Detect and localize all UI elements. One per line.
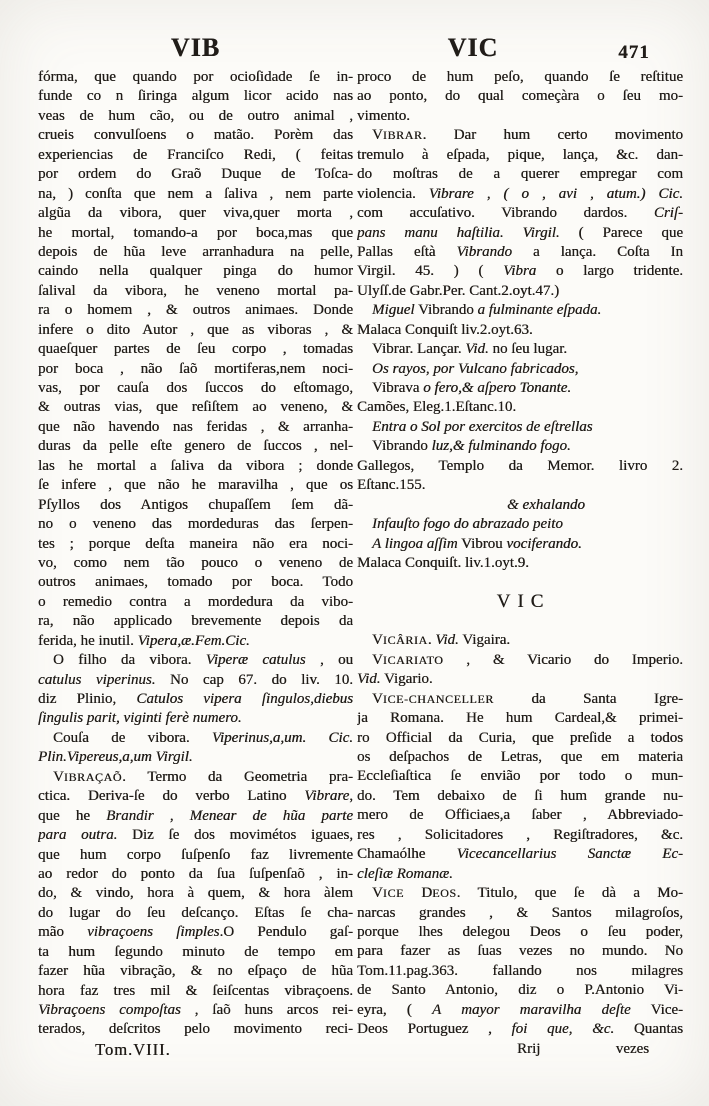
text-line: Ulyſſ.de Gabr.Per. Cant.2.oyt.47.) [357,282,560,299]
running-head-right: VIC [447,33,499,62]
text-line: ja Romana. He hum Cardeal,& primei- [357,710,683,727]
text-line: VIBRAR. Dar hum certo movimento [372,127,683,144]
text-line [357,865,683,884]
text-line [38,748,353,767]
italic-text: cleſiæ Romanæ. [357,865,453,882]
small-caps-text: ICÂRIA [382,633,428,648]
text-line: do. Tem debaixo de ſi hum grande nu- [357,787,683,804]
text-line: Malaca Conquiſt liv.2.oyt.63. [357,321,533,338]
text-line: crueis convulſoens o matão. Porèm das [38,127,353,144]
text-line: fazer hũa vibração, & no eſpaço de hũa [38,963,353,980]
italic-text: Plin.Vipereus,a,um Virgil. [38,749,193,766]
italic-text: Os rayos, por Vulcano fabricados, [372,360,579,377]
text-line [357,418,683,437]
text-line: Chamaólhe Vicecancellarius Sanctæ Ec- [357,846,683,863]
text-line: do, & vindo, hora à quem, & hora àlem [38,885,353,902]
italic-text: Vibrando [456,243,513,260]
text-line: quaeſquer partes de ſeu corpo , tomadas [38,341,353,358]
text-line: para outra. Diz ſe dos movimétos iguaes, [38,827,353,844]
italic-text: Vipera,æ.Fem.Cic. [137,632,250,649]
text-line: ra, não applicado brevemente depois da [38,613,353,630]
text-line: ro Official da Curia, que preſide a todos [357,729,683,746]
text-line: las he mortal a ſaliva da vibora ; donde [38,457,353,474]
italic-text: Vid. [465,341,489,358]
text-line: ao ponto, do qual começàra o ſeu mo- [357,88,683,105]
text-line: Deos Portuguez , foi que, &c. Quantas [357,1021,683,1038]
text-line: diz Plinio, Catulos vipera ſingulos,diebus [38,691,353,707]
text-line: porque lhes delegou Deos o ſeu poder, [357,923,683,940]
text-line: violencia. Vibrare , ( o , avi , atum.) Cic. [357,185,683,202]
small-caps-text: IBRAR [382,128,423,143]
text-line: proco de hum peſo, quando ſe reſtitue [357,69,683,85]
text-line: mero de Officiaes,a ſaber , Abbreviado- [357,807,683,824]
italic-text: A lingoa aſſim [372,535,458,552]
italic-text: Viperinus,a,um. Cic. [211,729,353,746]
text-line: VICÂRIA. Vid. Vigaira. [372,632,511,649]
italic-text: Entra o Sol por exercitos de eſtrellas [372,418,593,435]
small-caps-text: ICE-CHANCELLER [382,691,494,706]
text-line: os deſpachos de Letras, que em materia [357,749,683,765]
text-line: para fazer as ſuas vezes no mundo. No [357,943,683,960]
text-line: Tom.11.pag.363. fallando nos milagres [357,962,683,979]
text-line: com accuſativo. Vibrando dardos. Criſ- [357,205,683,222]
text-line: do moſtras de a querer empregar com [357,166,683,183]
page-number: 471 [618,42,650,63]
text-line: infere o dito Autor , que as viboras , & [38,321,353,338]
text-line: que hum corpo ſuſpenſo faz livremente [38,846,353,863]
text-line: res , Solicitadores , Regiſtradores, &c. [357,826,683,843]
italic-text: vibraçoens ſimples [87,924,220,941]
text-line: VICARIATO , & Vicario do Imperio. [372,651,683,668]
text-line [357,515,683,534]
small-caps-text: ICE [382,886,404,901]
text-line: VICE DEOS. Titulo, que ſe dà a Mo- [372,885,683,902]
small-caps-text: EOS [432,886,457,901]
italic-text: Infauſto fogo do abrazado peito [372,516,563,533]
italic-text: A mayor maravilha deſte [431,1001,631,1018]
text-line: Vibrava o fero,& aſpero Tonante. [372,380,572,396]
text-line: vas, por cauſa dos ſuccos do eſtomago, [38,380,353,396]
text-line: do lugar do ſeu deſcanço. Eſtas ſe cha- [38,904,353,921]
text-line [357,496,683,515]
text-line: narcas grandes , & Santos milagroſos, [357,904,683,921]
italic-text: pans manu haſtilia. Virgil. [357,224,560,241]
italic-text: Criſ- [653,205,683,222]
text-line: Virgil. 45. ) ( Vibra o largo tridente. [357,263,683,280]
text-line: que he Brandir , Menear de hũa parte [38,807,353,824]
text-line: O filho da vibora. Viperæ catulus , ou [53,652,353,669]
text-line: Malaca Conquiſt. liv.1.oyt.9. [357,554,529,571]
italic-text: vociferando. [506,535,582,552]
text-line: Couſa de vibora. Viperinus,a,um. Cic. [53,729,353,746]
italic-text: Vibrare [304,788,350,805]
italic-text: Vibrare , ( o , avi , atum.) Cic. [428,185,683,202]
text-line: experiencias de Franciſco Redi, ( feitas [38,146,353,163]
text-line: ao redor do ponto da ſua ſuſpenſaõ , in- [38,865,353,882]
text-line: funde co n ſiringa algum licor acido nas [38,88,353,105]
text-line: VICE-CHANCELLER da Santa Igre- [372,690,683,707]
text-line [38,709,353,728]
text-line: Vibrando luz,& fulminando fogo. [372,438,571,455]
text-line: de Santo Antonio, diz o P.Antonio Vi- [357,982,683,999]
text-line: vimento. [357,107,410,124]
text-line: Eccleſiaſtica ſe envião por todo o mun- [357,768,683,785]
italic-text: a fulminante eſpada. [477,302,602,319]
text-line: fórma, que quando por ocioſidade ſe in- [38,69,353,85]
text-line: he mortal, tomando-a por boca,mas que [38,224,353,241]
text-line: que não havendo nas feridas , & arranha- [38,418,353,435]
text-line [357,360,683,379]
italic-text: Viperæ catulus [205,652,306,669]
text-line: o remedio contra a mordedura da vibo- [38,593,353,610]
italic-text: Vid. [435,632,459,649]
running-head-left: VIB [170,33,221,62]
italic-text: Miguel [372,302,415,319]
text-line: algũa da vibora, quer viva,quer morta , [38,205,353,222]
text-line: & outras vias, que reſiſtem ao veneno, & [38,399,353,416]
text-line: Eſtanc.155. [357,477,426,494]
text-line: A lingoa aſſim Vibrou vociferando. [372,535,582,552]
text-line: hora faz tres mil & ſeiſcentas vibraçoens. [38,982,353,999]
signature-catchword-line [357,1040,683,1059]
gathering-signature: Rrij [517,1040,541,1057]
text-line: tremulo à eſpada, pique, lança, &c. dan- [357,146,683,163]
text-line: duras da pelle eſte genero de ſuccos , nel- [38,438,353,455]
text-line: Vid. Vigario. [357,671,433,688]
text-line: eyra, ( A mayor maravilha deſte Vice- [357,1001,683,1018]
italic-text: foi que, &c. [511,1021,615,1038]
text-line: Camões, Eleg.1.Eſtanc.10. [357,399,517,416]
text-line: ſe infere , que não he maravilha , que os [38,477,353,494]
section-heading: VIC [496,591,551,613]
right-text-column [357,68,683,1059]
text-line: Vibraçoens compoſtas , ſaõ huns arcos rei- [38,1002,353,1018]
text-line: tes ; porque deſta maneira não era noci- [38,535,353,552]
italic-text: Vibraçoens compoſtas [38,1002,181,1018]
text-line: outros animaes, tomado por boca. Todo [38,574,353,591]
text-line: por ordem do Graõ Duque de Toſca- [38,166,353,183]
italic-text: Catulos vipera ſingulos,diebus [136,691,353,707]
text-line: ctica. Deriva-ſe do verbo Latino Vibrare, [38,788,353,805]
text-line: veas de hum cão, ou de outro animal , [38,107,353,124]
text-line: no o veneno das mordeduras das ſerpen- [38,516,353,533]
text-line: ta hum ſegundo minuto de tempo em [38,943,353,960]
text-line: ſalival da vibora, he veneno mortal pa- [38,282,353,299]
text-line: ra o homem , & outros animaes. Donde [38,302,353,319]
text-line: na, ) conſta que nem a ſaliva , nem parte [38,185,353,202]
text-line: Miguel Vibrando a fulminante eſpada. [372,302,602,319]
italic-text: ſingulis parit, viginti ferè numero. [38,710,242,727]
text-line: VIBRAÇAÕ. Termo da Geometria pra- [53,768,353,785]
catchword: vezes [615,1040,649,1057]
text-line: Gallegos, Templo da Memor. livro 2. [357,457,683,474]
text-line: pans manu haſtilia. Virgil. ( Parece que [357,224,683,241]
italic-text: catulus viperinus. [38,671,156,688]
text-line: mão vibraçoens ſimples.O Pendulo gaſ- [38,924,353,941]
text-line: catulus viperinus. No cap 67. do liv. 10. [38,671,353,688]
italic-text: Vicecancellarius Sanctæ Ec- [456,846,683,863]
italic-text: Vibra [503,263,537,280]
italic-text: luz,& fulminando fogo. [431,438,571,455]
italic-text: & exhalando [507,496,585,513]
text-line: por boca , não ſaõ mortiferas,nem noci- [38,360,353,377]
text-line: Pallas eſtà Vibrando a lança. Coſta In [357,243,683,260]
text-line: depois de hũa leve arranhadura na pelle, [38,243,353,260]
text-line: Vibrar. Lançar. Vid. no ſeu lugar. [372,341,568,358]
text-line: caindo nella qualquer pinga do humor [38,263,353,280]
italic-text: Vid. [357,671,381,688]
text-line: ferida, he inutil. Vipera,æ.Fem.Cic. [38,632,250,649]
small-caps-text: ICARIATO [382,652,444,667]
italic-text: Brandir , Menear de hũa parte [106,807,353,824]
text-line: terados, deſcritos pelo movimento reci- [38,1021,353,1038]
small-caps-text: IBRAÇAÕ [63,769,123,784]
text-line: vo, como nem tão pouco o veneno de [38,554,353,571]
text-line: Pſyllos dos Antigos chupaſſem ſem dã- [38,496,353,513]
left-text-column [38,68,353,1059]
italic-text: o fero,& aſpero Tonante. [423,380,572,396]
italic-text: para outra. [38,827,118,844]
volume-signature: Tom.VIII. [95,1039,171,1059]
